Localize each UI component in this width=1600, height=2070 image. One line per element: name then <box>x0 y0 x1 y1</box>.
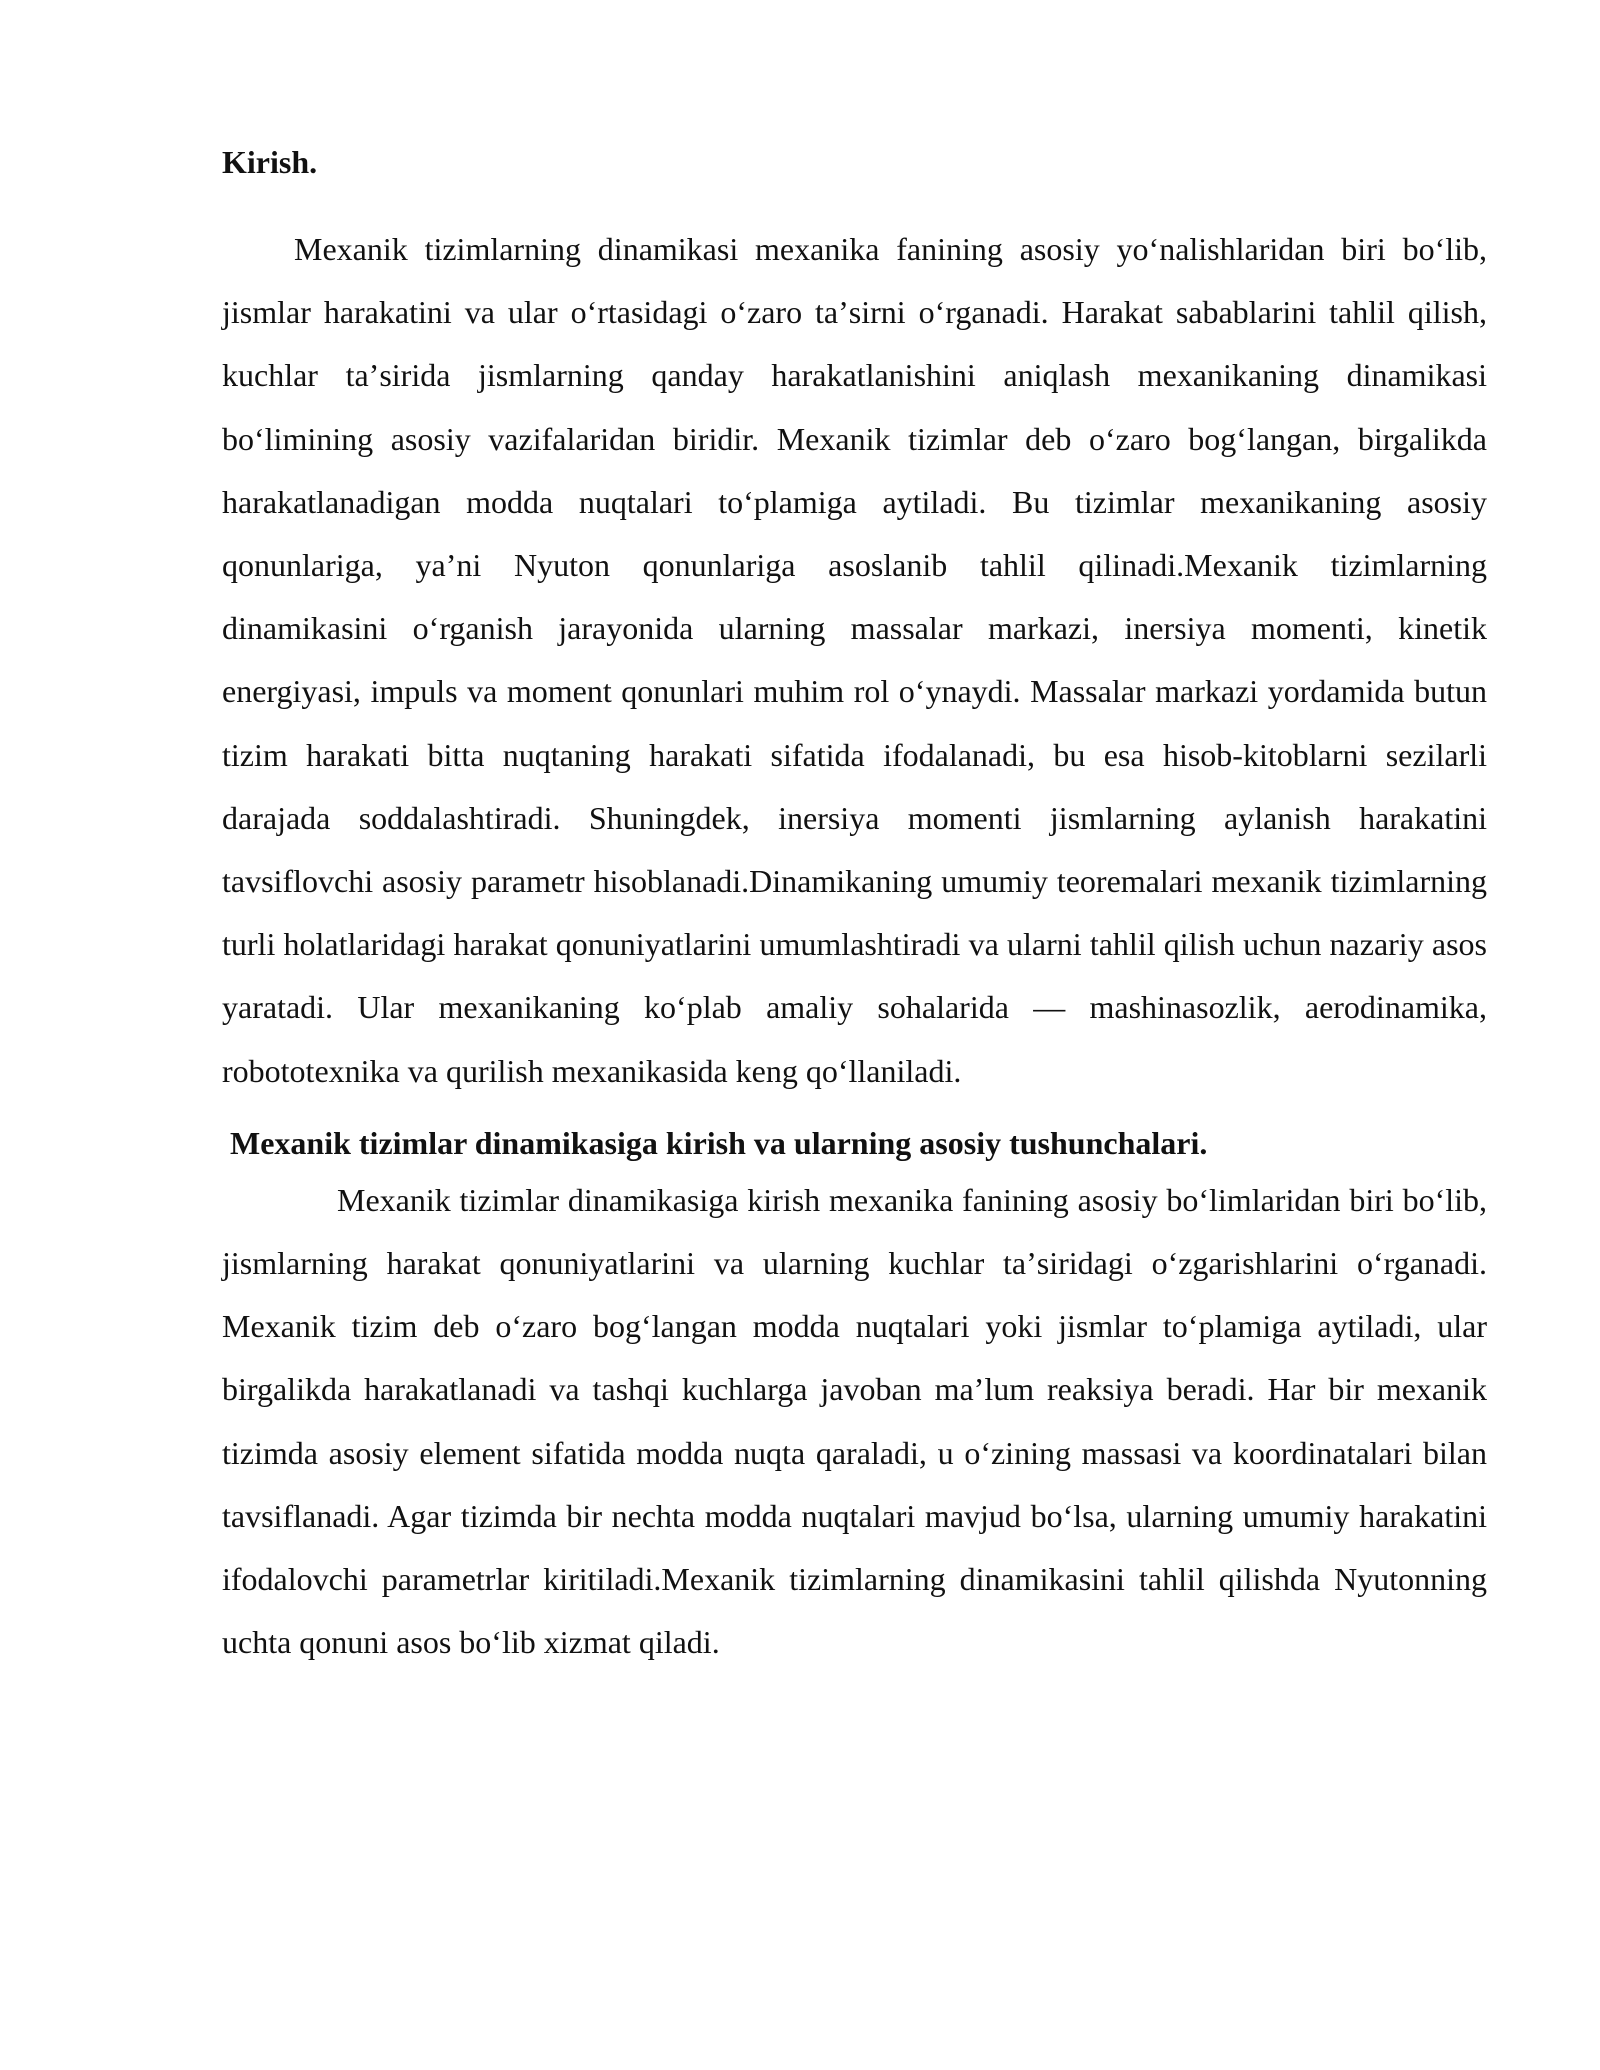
section-heading: Mexanik tizimlar dinamikasiga kirish va ularning asosiy tushunchalari. <box>230 1124 1208 1161</box>
intro-heading: Kirish. <box>222 144 318 180</box>
intro-paragraph: Mexanik tizimlarning dinamikasi mexanika fanining asosiy yoʻnalishlaridan biri boʻlib, jismlar harakatini va ular oʻrtasidagi oʻzaro taʼsirni oʻrganadi. Harakat sabablarini tahlil qilish, kuchlar taʼsirida jismlarning qanday harakatlanishini aniqlash mexanikaning dinamikasi boʻlimining asosiy vazifalaridan biridir. Mexanik tizimlar deb oʻzaro bogʻlangan, birgalikda harakatlanadigan modda nuqtalari toʻplamiga aytiladi. Bu tizimlar mexanikaning asosiy qonunlariga, yaʼni Nyuton qonunlariga asoslanib tahlil qilinadi.Mexanik tizimlarning dinamikasini oʻrganish jarayonida ularning massalar markazi, inersiya momenti, kinetik energiyasi, impuls va moment qonunlari muhim rol oʻynaydi. Massalar markazi yordamida butun tizim harakati bitta nuqtaning harakati sifatida ifodalanadi, bu esa hisob-kitoblarni sezilarli darajada soddalashtiradi. Shuningdek, inersiya momenti jismlarning aylanish harakatini tavsiflovchi asosiy parametr hisoblanadi.Dinamikaning umumiy teoremalari mexanik tizimlarning turli holatlaridagi harakat qonuniyatlarini umumlashtiradi va ularni tahlil qilish uchun nazariy asos yaratadi. Ular mexanikaning koʻplab amaliy sohalarida — mashinasozlik, aerodinamika, robototexnika va qurilish mexanikasida keng qoʻllaniladi. <box>222 231 1487 1089</box>
section-paragraph: Mexanik tizimlar dinamikasiga kirish mexanika fanining asosiy boʻlimlaridan biri boʻlib, jismlarning harakat qonuniyatlarini va ularning kuchlar taʼsiridagi oʻzgarishlarini oʻrganadi. Mexanik tizim deb oʻzaro bogʻlangan modda nuqtalari yoki jismlar toʻplamiga aytiladi, ular birgalikda harakatlanadi va tashqi kuchlarga javoban maʼlum reaksiya beradi. Har bir mexanik tizimda asosiy element sifatida modda nuqta qaraladi, u oʻzining massasi va koordinatalari bilan tavsiflanadi. Agar tizimda bir nechta modda nuqtalari mavjud boʻlsa, ularning umumiy harakatini ifodalovchi parametrlar kiritiladi.Mexanik tizimlarning dinamikasini tahlil qilishda Nyutonning uchta qonuni asos boʻlib xizmat qiladi. <box>222 1181 1487 1661</box>
document-body <box>222 140 1487 1674</box>
